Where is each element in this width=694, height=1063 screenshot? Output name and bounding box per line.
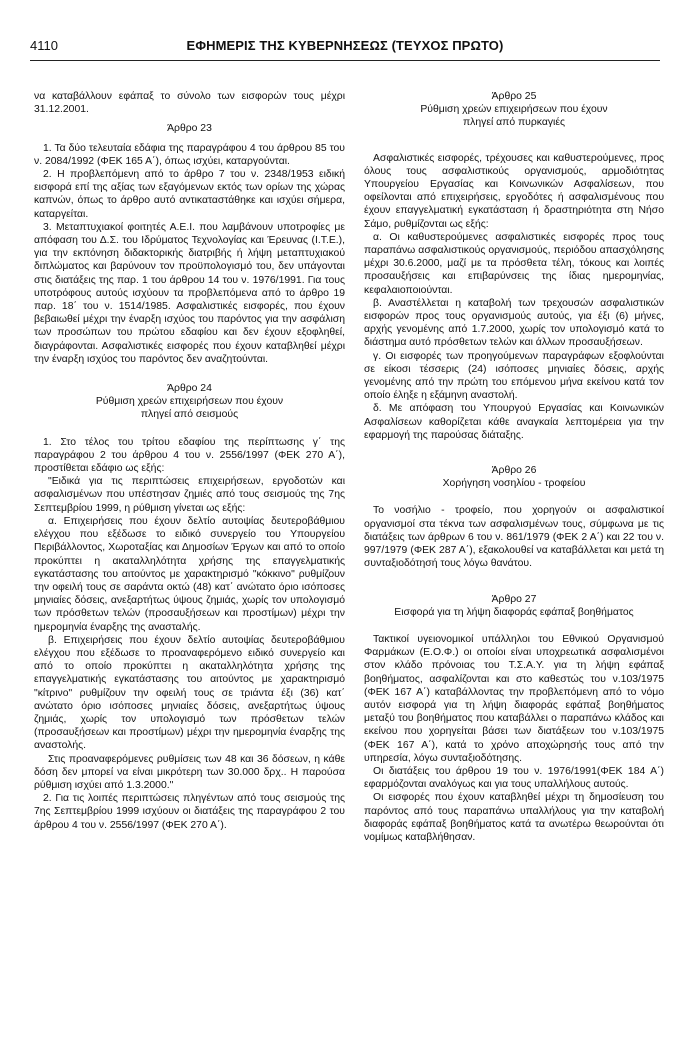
paragraph: 2. Για τις λοιπές περιπτώσεις πληγέντων από τους σεισμούς της 7ης Σεπτεμβρίου 1999 ισχύουν οι διατάξεις της παραγράφου 2 του άρθρου 4 του ν. 2556/1997 (ΦΕΚ 270 Α΄). xyxy=(34,793,345,831)
article-title: Άρθρο 26 xyxy=(491,465,537,477)
article-subtitle: Ρύθμιση χρεών επιχειρήσεων που έχουν xyxy=(95,396,284,408)
paragraph: δ. Με απόφαση του Υπουργού Εργασίας και Κοινωνικών Ασφαλίσεων καθορίζεται κάθε αναγκαία λεπτομέρεια για την εφαρμογή της παρούσας διάταξης. xyxy=(364,403,664,441)
paragraph: β. Αναστέλλεται η καταβολή των τρεχουσών ασφαλιστικών εισφορών προς τους οργανισμούς αυτούς, για έξι (6) μήνες, αρχής γενομένης από 1.7.2000, χωρίς τον υπολογισμό κατά το διάστημα αυτό πρόσθετων τελών και άλλων προσαυξήσεων. xyxy=(364,297,664,349)
paragraph: 1. Τα δύο τελευταία εδάφια της παραγράφου 4 του άρθρου 85 του ν. 2084/1992 (ΦΕΚ 165 Α΄), όπως ισχύει, καταργούνται. xyxy=(34,142,345,167)
paragraph: β. Επιχειρήσεις που έχουν δελτίο αυτοψίας δευτεροβάθμιου ελέγχου που εξέδωσε το προαναφερόμενο ειδικό συνεργείο και από το οποίο προκύπτει η ακαταλληλότητα χρήσης της επαγγελματικής εγκατάστασης του αιτούντος με χαρακτηρισμό "κίτρινο" ρυθμίζουν την οφειλή τους σε τριάντα έξι (36) κατ΄ ανώτατο όριο ισόποσες μηνιαίες δόσεις, ανεξαρτήτως ύψους ζημιάς, χωρίς τον υπολογισμό των πρόσθετων τελών (προσαυξήσεων και προστίμων) μέχρι την ημερομηνία έναρξης της αναστολής. xyxy=(34,634,345,752)
paragraph: 1. Στο τέλος του τρίτου εδαφίου της περίπτωσης γ΄ της παραγράφου 2 του άρθρου 4 του ν. 2556/1997 (ΦΕΚ 270 Α΄), προστίθεται εδάφιο ως εξής: xyxy=(34,436,345,475)
paragraph: να καταβάλλουν εφάπαξ το σύνολο των εισφορών τους μέχρι 31.12.2001. xyxy=(34,91,345,116)
paragraph: Οι διατάξεις του άρθρου 19 του ν. 1976/1991(ΦΕΚ 184 Α΄) εφαρμόζονται αναλόγως και για τους υπαλλήλους αυτούς. xyxy=(364,765,664,791)
paragraph: Ασφαλιστικές εισφορές, τρέχουσες και καθυστερούμενες, προς όλους τους ασφαλιστικούς οργανισμούς, αρμοδιότητας Υπουργείου Εργασίας και Κοινωνικών Ασφαλίσεων, που οφείλονται από επιχειρήσεις, εργοδότες ή ασφαλισμένους που έχουν επαγγελματική εγκατάσταση ή δραστηριότητα στη Νήσο Σάμο, ρυθμίζονται ως εξής: xyxy=(364,152,664,230)
paragraph: Τακτικοί υγειονομικοί υπάλληλοι του Εθνικού Οργανισμού Φαρμάκων (Ε.Ο.Φ.) οι οποίοι είναι υποχρεωτικά ασφαλισμένοι στον κλάδο πρόνοιας του Τ.Σ.Α.Υ. για τη λήψη εφάπαξ βοηθήματος, ασφαλίζονται και στο καθεστώς του ν.103/1975 (ΦΕΚ 167 Α΄) καταβάλλοντας την προβλεπόμενη από το νόμο αυτόν εισφορά για τη λήψη διαφοράς εφάπαξ βοηθήματος μεταξύ του βοηθήματος που καταβάλλει ο παραπάνω κλάδος και εκείνου που χορηγείται βάσει των διατάξεων του ν.103/1975 (ΦΕΚ 167 Α΄), κατά το χρόνο αποχώρησής τους από την υπηρεσία, λόγω συνταξιοδότησης. xyxy=(364,633,664,764)
paragraph: Το νοσήλιο - τροφείο, που χορηγούν οι ασφαλιστικοί οργανισμοί στα τέκνα των ασφαλισμένων τους, σύμφωνα με τις διατάξεις των άρθρων 6 του ν. 861/1979 (ΦΕΚ 2 Α΄) και 22 του ν. 997/1979 (ΦΕΚ 287 Α΄), εξακολουθεί να καταβάλλεται και μετά τη συνταξιοδότησή τους λόγω θανάτου. xyxy=(364,505,664,570)
article-title: Άρθρο 24 xyxy=(167,383,212,395)
article-title: Άρθρο 25 xyxy=(491,91,537,102)
article-24-heading xyxy=(34,382,345,422)
article-subtitle: Ρύθμιση χρεών επιχειρήσεων που έχουν xyxy=(420,104,608,116)
paragraph: γ. Οι εισφορές των προηγούμενων παραγράφων εξοφλούνται σε είκοσι τέσσερις (24) ισόποσες μηνιαίες δόσεις, αρχής γενομένης από την πρώτη του επόμενου μήνα εκείνου κατά τον οποίο έληξε η εξάμηνη αναστολή. xyxy=(364,350,664,402)
paragraph: Στις προαναφερόμενες ρυθμίσεις των 48 και 36 δόσεων, η κάθε δόση δεν μπορεί να είναι μικρότερη των 30.000 δρχ.. Η παρούσα ρύθμιση ισχύει από 1.3.2000." xyxy=(34,753,345,791)
paragraph: α. Επιχειρήσεις που έχουν δελτίο αυτοψίας δευτεροβάθμιου ελέγχου που εξέδωσε το ειδικό συνεργείο του Υπουργείου Περιβάλλοντος, Χωροταξίας και Δημοσίων Έργων και από το οποίο προκύπτει η ακαταλληλότητα χρήσης της επαγγελματικής εγκατάστασης του αιτούντος με χαρακτηρισμό "κόκκινο" ρυθμίζουν την οφειλή τους σε σαράντα οκτώ (48) κατ΄ ανώτατο όριο ισόποσες μηνιαίες δόσεις, ανεξαρτήτως ύψους ζημιάς, χωρίς τον υπολογισμό των πρόσθετων τελών (προσαυξήσεων και προστίμων) μέχρι την ημερομηνία έναρξης της ανασταλής. xyxy=(34,515,345,633)
right-column xyxy=(364,90,664,844)
article-subtitle: Χορήγηση νοσηλίου - τροφείου xyxy=(442,478,586,490)
article-title: Άρθρο 23 xyxy=(167,123,212,135)
gazette-title: ΕΦΗΜΕΡΙΣ ΤΗΣ ΚΥΒΕΡΝΗΣΕΩΣ (ΤΕΥΧΟΣ ΠΡΩΤΟ) xyxy=(186,38,504,53)
article-subtitle: πληγεί από σεισμούς xyxy=(140,409,239,421)
paragraph: Οι εισφορές που έχουν καταβληθεί μέχρι τη δημοσίευση του παρόντος από τους παραπάνω υπαλλήλους για την καταβολή διαφοράς εφάπαξ βοηθήματος κατά τα ανωτέρω θεωρούνται ότι νομίμως καταβλήθησαν. xyxy=(364,792,664,843)
left-column xyxy=(34,90,345,832)
header-rule xyxy=(30,60,660,61)
article-26-heading xyxy=(364,464,664,490)
paragraph: 3. Μεταπτυχιακοί φοιτητές Α.Ε.Ι. που λαμβάνουν υποτροφίες με απόφαση του Δ.Σ. του Ιδρύματος Τεχνολογίας και Έρευνας (Ι.Τ.Ε.), για την εκπόνηση διδακτορικής διατριβής ή λήψη μεταπτυχιακού διπλώματος και βαρύνουν τον προϋπολογισμό του, δεν υπάγονται στις διατάξεις της παρ. 1 του άρθρου 14 του ν. 1976/1991. Για τους υποτρόφους αυτούς ισχύουν τα προβλεπόμενα από το άρθρο 19 παρ. 18΄ του ν. 1514/1985. Ασφαλιστικές εισφορές, που έχουν βεβαιωθεί μέχρι την έναρξη ισχύος του παρόντος για την ασφάλιση των προσώπων του πρώτου εδαφίου και δεν έχουν εξοφληθεί, διαγράφονται. Ασφαλιστικές εισφορές που έχουν καταβληθεί μέχρι την έναρξη ισχύος του παρόντος δεν αναζητούνται. xyxy=(34,221,345,365)
article-subtitle: Εισφορά για τη λήψη διαφοράς εφάπαξ βοηθήματος xyxy=(394,606,634,618)
article-23-heading xyxy=(34,122,345,135)
paragraph: 2. Η προβλεπόμενη από το άρθρο 7 του ν. 2348/1953 ειδική εισφορά επί της αξίας των εξαγόμενων εκτός των ορίων της χώρας καπνών, όπως το άρθρο αυτό αντικαταστάθηκε και ισχύει σήμερα, καταργείται. xyxy=(34,169,345,220)
article-27-heading xyxy=(364,593,664,619)
article-25-heading xyxy=(364,90,664,130)
page-number: 4110 xyxy=(30,38,58,53)
page-header xyxy=(30,38,660,56)
paragraph: "Ειδικά για τις περιπτώσεις επιχειρήσεων, εργοδοτών και ασφαλισμένων που υπέστησαν ζημιές από τους σεισμούς της 7ης Σεπτεμβρίου 1999, η ρύθμιση γίνεται ως εξής: xyxy=(34,476,345,514)
article-subtitle: πληγεί από πυρκαγιές xyxy=(463,117,565,129)
paragraph: α. Οι καθυστερούμενες ασφαλιστικές εισφορές προς τους παραπάνω ασφαλιστικούς οργανισμούς, περιόδου απασχόλησης μέχρι 30.6.2000, μαζί με τα πρόσθετα τέλη, τόκους και λοιπές προσαυξήσεις και επιβαρύνσεις της ίδιας ημερομηνίας, κεφαλαιοποιούνται. xyxy=(364,231,664,296)
article-title: Άρθρο 27 xyxy=(491,593,537,605)
